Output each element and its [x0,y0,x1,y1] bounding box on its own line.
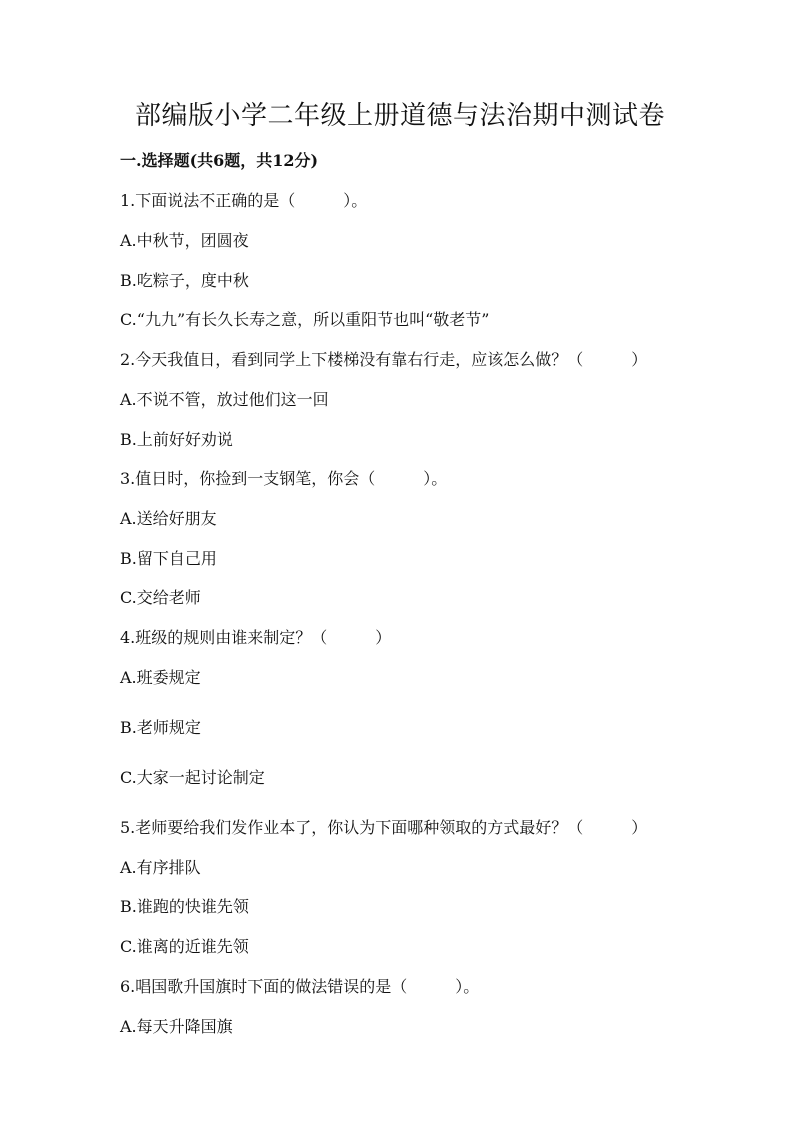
question-5-option-a[interactable]: A.有序排队 [120,858,201,877]
question-5-stem: 5.老师要给我们发作业本了，你认为下面哪种领取的方式最好？（ ） [120,818,648,837]
page-title: 部编版小学二年级上册道德与法治期中测试卷 [134,101,665,131]
question-1-option-b[interactable]: B.吃粽子，度中秋 [120,271,249,290]
section-heading: 一.选择题(共6题，共12分) [120,151,319,170]
question-4-option-b[interactable]: B.老师规定 [120,718,201,737]
question-5-option-b[interactable]: B.谁跑的快谁先领 [120,897,249,916]
question-6-stem: 6.唱国歌升国旗时下面的做法错误的是（ ）。 [120,977,480,996]
question-1-stem: 1.下面说法不正确的是（ ）。 [120,191,368,210]
question-2-stem: 2.今天我值日，看到同学上下楼梯没有靠右行走，应该怎么做？（ ） [120,350,648,369]
question-3-option-a[interactable]: A.送给好朋友 [120,509,217,528]
question-5-option-c[interactable]: C.谁离的近谁先领 [120,937,249,956]
question-1-option-c[interactable]: C.“九九”有长久长寿之意，所以重阳节也叫“敬老节” [120,310,490,329]
question-3-option-b[interactable]: B.留下自己用 [120,549,217,568]
question-4-stem: 4.班级的规则由谁来制定？（ ） [120,628,392,647]
question-3-stem: 3.值日时，你捡到一支钢笔，你会（ ）。 [120,469,448,488]
question-2-option-a[interactable]: A.不说不管，放过他们这一回 [120,390,329,409]
question-4-option-c[interactable]: C.大家一起讨论制定 [120,768,265,787]
question-3-option-c[interactable]: C.交给老师 [120,588,201,607]
question-2-option-b[interactable]: B.上前好好劝说 [120,430,233,449]
question-4-option-a[interactable]: A.班委规定 [120,668,201,687]
question-1-option-a[interactable]: A.中秋节，团圆夜 [120,231,249,250]
question-6-option-a[interactable]: A.每天升降国旗 [120,1017,233,1036]
